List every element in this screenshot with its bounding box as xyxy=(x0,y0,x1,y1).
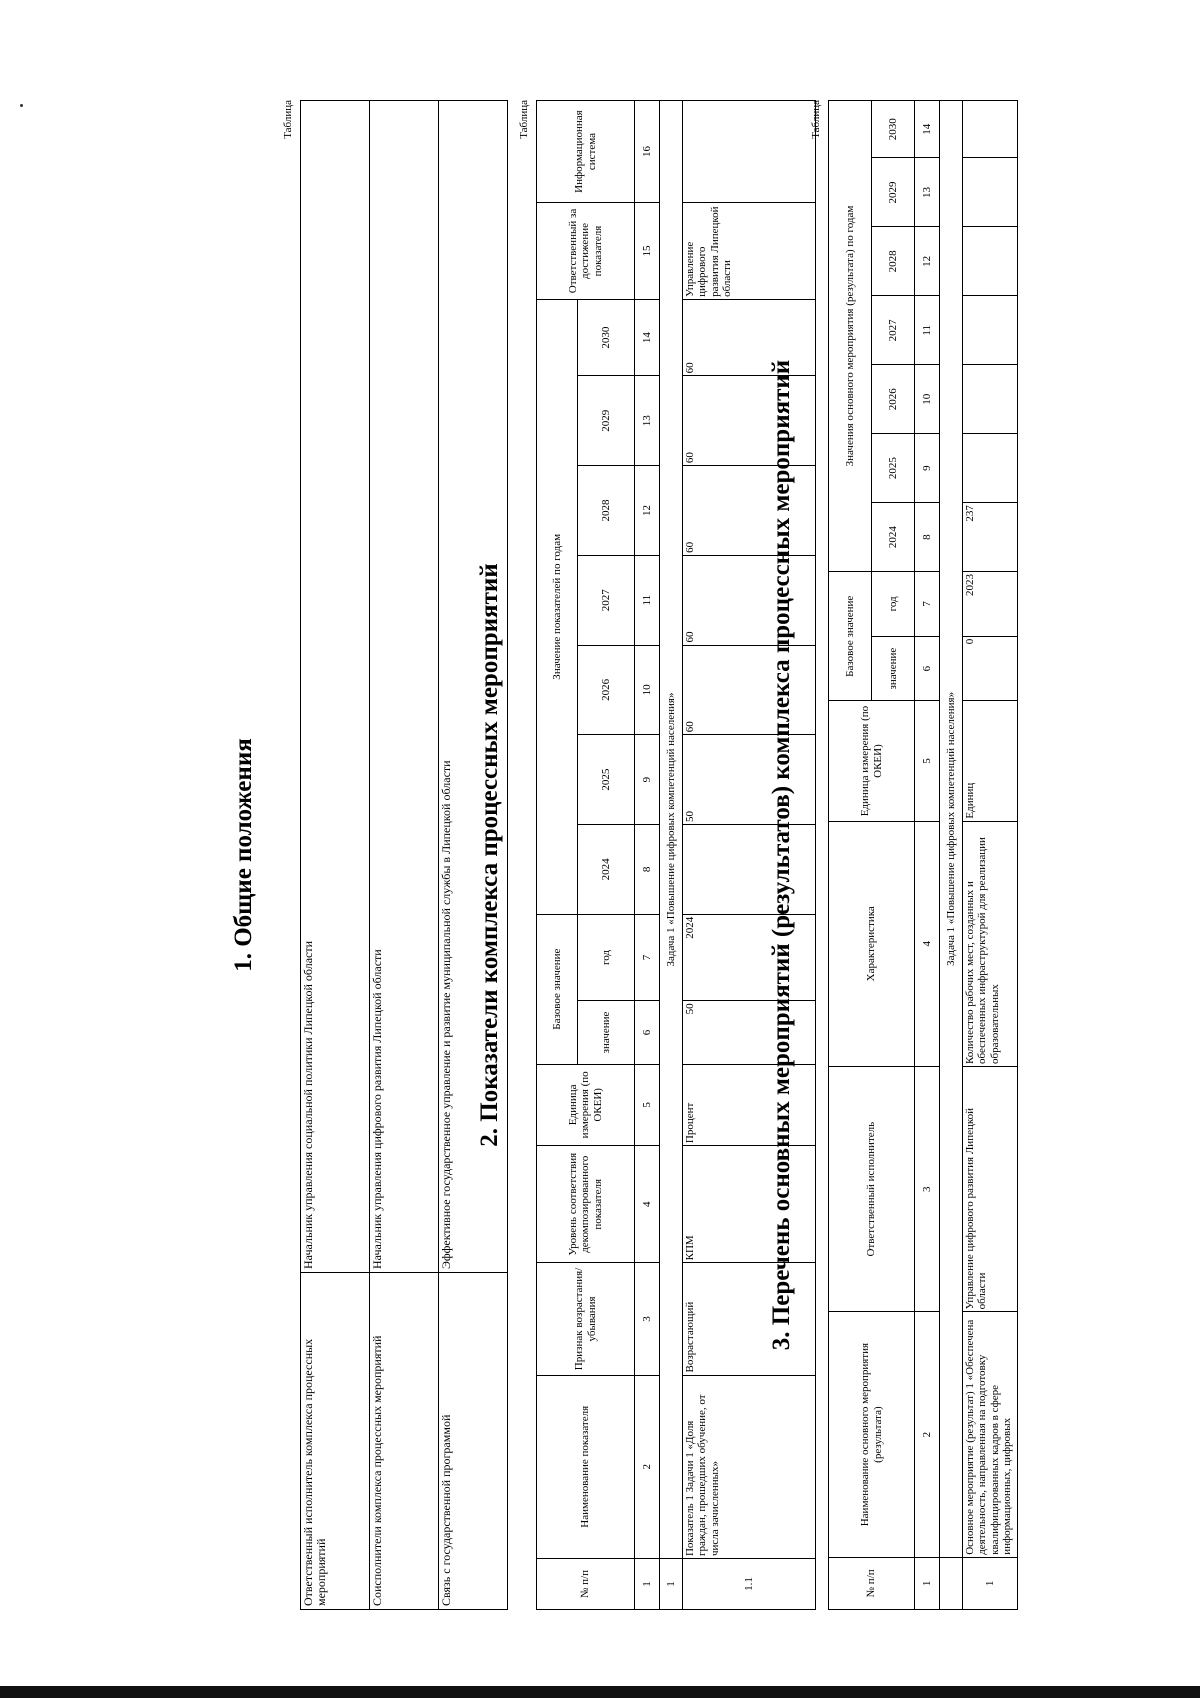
row-num: 1 xyxy=(963,1557,1018,1609)
numbering-row xyxy=(915,101,940,1610)
col-number: 9 xyxy=(635,735,660,825)
year-value: 50 xyxy=(683,735,816,825)
base-value: 0 xyxy=(963,636,1018,701)
col-number: 14 xyxy=(635,299,660,375)
section-3-title: 3. Перечень основных мероприятий (результатов) комплекса процессных мероприятий xyxy=(768,359,795,1351)
col-number: 7 xyxy=(635,914,660,1001)
task-label: Задача 1 «Повышение цифровых компетенций населения» xyxy=(660,101,683,1559)
header-years-group: Значение показателей по годам xyxy=(537,299,578,914)
header-sign: Признак возрастания/ убывания xyxy=(537,1263,635,1375)
task-label: Задача 1 «Повышение цифровых компетенций населения» xyxy=(940,101,963,1558)
table-row xyxy=(301,101,370,1610)
col-number: 11 xyxy=(915,296,940,365)
col-number: 3 xyxy=(635,1263,660,1375)
col-number: 16 xyxy=(635,101,660,203)
col-number: 11 xyxy=(635,555,660,645)
col-number: 2 xyxy=(635,1375,660,1559)
col-number: 9 xyxy=(915,434,940,503)
responsible: Управление цифрового развития Липецкой области xyxy=(683,203,816,300)
col-number: 5 xyxy=(915,701,940,821)
indicator-sign: Возрастающий xyxy=(683,1263,816,1375)
section-1-title: 1. Общие положения xyxy=(230,738,257,972)
col-number: 12 xyxy=(915,227,940,296)
header-year: 2024 xyxy=(872,503,915,572)
year-value xyxy=(963,296,1018,365)
header-characteristic: Характеристика xyxy=(829,821,915,1066)
header-year: 2029 xyxy=(872,158,915,227)
activity-unit: Единиц xyxy=(963,701,1018,821)
col-number: 15 xyxy=(635,203,660,300)
header-year: 2025 xyxy=(872,434,915,503)
header-base: Базовое значение xyxy=(537,914,578,1064)
section-2-table-caption: Таблица xyxy=(518,100,530,139)
header-name: Наименование показателя xyxy=(537,1375,635,1559)
year-value xyxy=(963,101,1018,159)
header-base-year: год xyxy=(872,572,915,637)
col-number: 2 xyxy=(915,1312,940,1557)
section-1-table-caption: Таблица xyxy=(282,100,294,139)
base-year: 2023 xyxy=(963,572,1018,637)
col-number: 3 xyxy=(915,1066,940,1311)
year-value: 60 xyxy=(683,645,816,735)
header-num: № п/п xyxy=(537,1559,635,1610)
section-3-table-caption: Таблица xyxy=(810,100,822,139)
activity-name: Основное мероприятие (результат) 1 «Обеспечена деятельность, направленная на подготовку квалифицированных кадров в сфере информационных, цифровых xyxy=(963,1312,1018,1557)
header-name: Наименование основного мероприятия (результата) xyxy=(829,1312,915,1557)
year-value: 237 xyxy=(963,503,1018,572)
header-year: 2030 xyxy=(872,101,915,159)
indicator-level: КПМ xyxy=(683,1146,816,1263)
header-year: 2029 xyxy=(578,376,635,466)
header-year: 2025 xyxy=(578,735,635,825)
col-number: 10 xyxy=(915,365,940,434)
header-year: 2028 xyxy=(578,466,635,556)
header-responsible: Ответственный за достижение показателя xyxy=(537,203,635,300)
col-number: 5 xyxy=(635,1064,660,1146)
col-number: 6 xyxy=(635,1001,660,1064)
col-number: 1 xyxy=(915,1557,940,1609)
task-row xyxy=(660,101,683,1610)
header-year: 2027 xyxy=(872,296,915,365)
rotated-page xyxy=(190,100,1200,1610)
header-year: 2024 xyxy=(578,824,635,914)
row-label: Ответственный исполнитель комплекса процессных мероприятий xyxy=(301,1273,370,1610)
year-value: 60 xyxy=(683,299,816,375)
header-year: 2026 xyxy=(872,365,915,434)
year-value: 60 xyxy=(683,466,816,556)
table-row xyxy=(963,101,1018,1610)
col-number: 13 xyxy=(915,158,940,227)
col-number: 6 xyxy=(915,636,940,701)
header-base-year: год xyxy=(578,914,635,1001)
year-value xyxy=(963,434,1018,503)
header-num: № п/п xyxy=(829,1557,915,1609)
main-activities-table xyxy=(828,100,1018,1610)
indicator-unit: Процент xyxy=(683,1064,816,1146)
header-years-group: Значения основного мероприятия (результата) по годам xyxy=(829,101,872,572)
numbering-row xyxy=(635,101,660,1610)
col-number: 1 xyxy=(635,1559,660,1610)
header-unit: Единица измерения (по ОКЕИ) xyxy=(537,1064,635,1146)
header-base: Базовое значение xyxy=(829,572,872,701)
col-number: 13 xyxy=(635,376,660,466)
col-number: 4 xyxy=(915,821,940,1066)
base-year: 2024 xyxy=(683,914,816,1001)
task-num-empty xyxy=(940,1557,963,1609)
col-number: 10 xyxy=(635,645,660,735)
col-number: 7 xyxy=(915,572,940,637)
col-number: 4 xyxy=(635,1146,660,1263)
row-value: Начальник управления социальной политики Липецкой области xyxy=(301,101,370,1273)
header-year: 2028 xyxy=(872,227,915,296)
scan-edge xyxy=(0,1686,1200,1698)
table-row xyxy=(370,101,439,1610)
scan-speck xyxy=(20,104,23,107)
year-value: 60 xyxy=(683,376,816,466)
row-label: Связь с государственной программой xyxy=(439,1273,508,1610)
year-value: 60 xyxy=(683,555,816,645)
indicator-name: Показатель 1 Задачи 1 «Доля граждан, прошедших обучение, от числа зачисленных» xyxy=(683,1375,816,1559)
header-year: 2027 xyxy=(578,555,635,645)
header-base-value: значение xyxy=(872,636,915,701)
task-row xyxy=(940,101,963,1610)
header-base-value: значение xyxy=(578,1001,635,1064)
header-info-system: Информационная система xyxy=(537,101,635,203)
year-value xyxy=(963,158,1018,227)
col-number: 8 xyxy=(635,824,660,914)
col-number: 12 xyxy=(635,466,660,556)
section-2-title: 2. Показатели комплекса процессных мероприятий xyxy=(476,563,503,1147)
row-label: Соисполнители комплекса процессных мероприятий xyxy=(370,1273,439,1610)
row-num: 1.1 xyxy=(683,1559,816,1610)
activity-executor: Управление цифрового развития Липецкой области xyxy=(963,1066,1018,1311)
year-value xyxy=(963,365,1018,434)
task-num: 1 xyxy=(660,1559,683,1610)
row-value: Начальник управления цифрового развития Липецкой области xyxy=(370,101,439,1273)
header-level: Уровень соответствия декомпозированного показателя xyxy=(537,1146,635,1263)
header-year: 2030 xyxy=(578,299,635,375)
header-executor: Ответственный исполнитель xyxy=(829,1066,915,1311)
row-value: Эффективное государственное управление и развитие муниципальной службы в Липецкой области xyxy=(439,101,508,1273)
base-value: 50 xyxy=(683,1001,816,1064)
col-number: 14 xyxy=(915,101,940,159)
year-value xyxy=(963,227,1018,296)
header-year: 2026 xyxy=(578,645,635,735)
col-number: 8 xyxy=(915,503,940,572)
header-unit: Единица измерения (по ОКЕИ) xyxy=(829,701,915,821)
activity-characteristic: Количество рабочих мест, созданных и обеспеченных инфраструктурой для реализации образовательных xyxy=(963,821,1018,1066)
